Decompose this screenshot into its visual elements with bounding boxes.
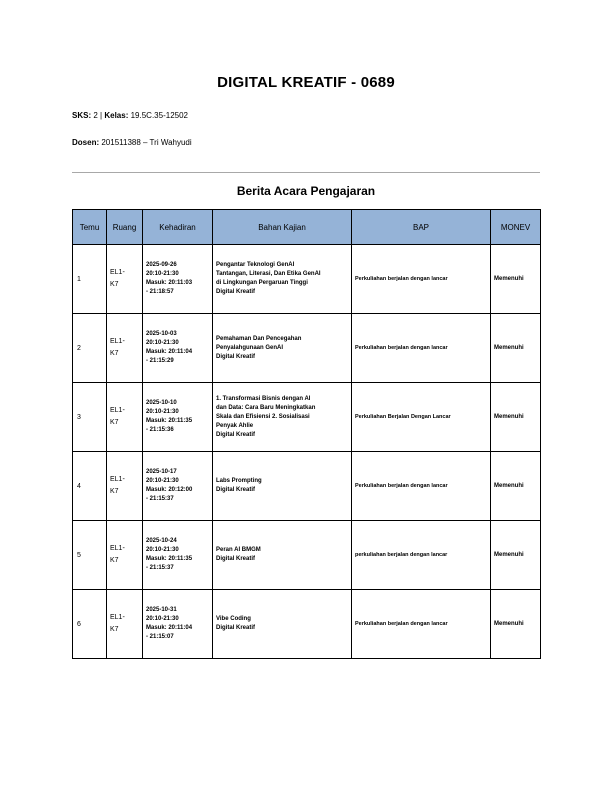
cell-ruang-line: EL1-: [110, 407, 125, 414]
cell-temu: 6: [73, 590, 107, 659]
dosen-label: Dosen:: [72, 138, 100, 147]
cell-monev: Memenuhi: [491, 245, 541, 314]
cell-ruang: [107, 452, 143, 521]
cell-bap: perkuliahan berjalan dengan lancar: [352, 521, 491, 590]
cell-bahan-kajian: [213, 245, 352, 314]
table-row: [73, 521, 541, 590]
cell-kehadiran-line: Masuk: 20:11:35: [146, 556, 193, 562]
cell-kehadiran-line: 20:10-21:30: [146, 478, 179, 484]
cell-monev: Memenuhi: [491, 590, 541, 659]
cell-kehadiran-line: - 21:15:36: [146, 427, 174, 433]
cell-ruang-line: EL1-: [110, 476, 125, 483]
cell-ruang-line: EL1-: [110, 614, 125, 621]
divider: [72, 172, 540, 173]
cell-bahan-kajian: [213, 383, 352, 452]
cell-temu: 3: [73, 383, 107, 452]
cell-temu: 1: [73, 245, 107, 314]
cell-bahan-kajian-line: Digital Kreatif: [216, 353, 256, 360]
cell-ruang: [107, 245, 143, 314]
column-header-bahan-kajian: Bahan Kajian: [213, 210, 352, 245]
teaching-record-table: [72, 209, 541, 659]
cell-kehadiran: [143, 452, 213, 521]
cell-kehadiran-line: 2025-10-31: [146, 607, 177, 613]
cell-kehadiran-line: 20:10-21:30: [146, 271, 179, 277]
cell-bap: Perkuliahan berjalan dengan lancar: [352, 314, 491, 383]
cell-bahan-kajian-line: Digital Kreatif: [216, 289, 256, 295]
cell-kehadiran-line: Masuk: 20:12:00: [146, 487, 193, 493]
cell-bahan-kajian-line: Pemahaman Dan Pencegahan: [216, 335, 302, 342]
cell-temu: 2: [73, 314, 107, 383]
cell-kehadiran-line: 20:10-21:30: [146, 409, 179, 415]
cell-temu: 5: [73, 521, 107, 590]
cell-kehadiran-line: - 21:15:29: [146, 358, 174, 364]
cell-bap: Perkuliahan berjalan dengan lancar: [352, 590, 491, 659]
cell-bahan-kajian-line: Penyak Ahlie: [216, 422, 254, 429]
cell-kehadiran-line: - 21:18:57: [146, 289, 174, 295]
cell-ruang-line: EL1-: [110, 545, 125, 552]
column-header-temu: Temu: [73, 210, 107, 245]
cell-bahan-kajian: [213, 314, 352, 383]
cell-kehadiran: [143, 245, 213, 314]
table-row: [73, 314, 541, 383]
table-row: [73, 452, 541, 521]
cell-bap: Perkuliahan berjalan dengan lancar: [352, 245, 491, 314]
cell-kehadiran-line: - 21:15:07: [146, 634, 174, 640]
section-title: Berita Acara Pengajaran: [236, 184, 376, 198]
cell-bahan-kajian-line: Digital Kreatif: [216, 556, 256, 562]
cell-ruang-line: K7: [110, 557, 119, 564]
cell-ruang: [107, 314, 143, 383]
cell-kehadiran-line: 2025-10-24: [146, 538, 177, 544]
cell-bahan-kajian: [213, 590, 352, 659]
cell-monev: Memenuhi: [491, 452, 541, 521]
cell-bahan-kajian-line: dan Data: Cara Baru Meningkatkan: [216, 404, 316, 411]
cell-bahan-kajian-line: Tantangan, Literasi, Dan Etika GenAI: [216, 271, 321, 277]
column-header-kehadiran: Kehadiran: [143, 210, 213, 245]
cell-monev: Memenuhi: [491, 314, 541, 383]
cell-bap: Perkuliahan berjalan dengan lancar: [352, 452, 491, 521]
cell-bahan-kajian-line: 1. Transformasi Bisnis dengan AI: [216, 395, 311, 402]
cell-ruang-line: K7: [110, 350, 119, 357]
sks-value: 2: [93, 111, 98, 120]
cell-ruang: [107, 590, 143, 659]
lecturer-info: [72, 138, 192, 147]
cell-kehadiran-line: Masuk: 20:11:04: [146, 349, 193, 355]
cell-bahan-kajian-line: di Lingkungan Pergaruan Tinggi: [216, 280, 308, 286]
table-row: [73, 383, 541, 452]
cell-ruang-line: EL1-: [110, 269, 125, 276]
cell-bahan-kajian-line: Vibe Coding: [216, 616, 251, 622]
cell-kehadiran-line: - 21:15:37: [146, 565, 174, 571]
cell-kehadiran: [143, 590, 213, 659]
cell-kehadiran-line: 2025-10-10: [146, 400, 177, 406]
table-header-row: [73, 210, 541, 245]
cell-bahan-kajian: [213, 521, 352, 590]
cell-bap: Perkuliahan Berjalan Dengan Lancar: [352, 383, 491, 452]
cell-kehadiran-line: Masuk: 20:11:35: [146, 418, 193, 424]
cell-ruang-line: K7: [110, 419, 119, 426]
course-info: [72, 111, 188, 120]
cell-kehadiran: [143, 383, 213, 452]
cell-ruang-line: EL1-: [110, 338, 125, 345]
kelas-value: 19.5C.35-12502: [130, 111, 188, 120]
cell-kehadiran-line: Masuk: 20:11:03: [146, 280, 193, 286]
kelas-label: Kelas:: [104, 111, 129, 120]
cell-kehadiran-line: 20:10-21:30: [146, 616, 179, 622]
cell-monev: Memenuhi: [491, 383, 541, 452]
cell-ruang-line: K7: [110, 488, 119, 495]
cell-kehadiran: [143, 521, 213, 590]
cell-bahan-kajian-line: Digital Kreatif: [216, 431, 256, 438]
cell-ruang-line: K7: [110, 626, 119, 633]
cell-bahan-kajian-line: Labs Prompting: [216, 478, 262, 484]
cell-bahan-kajian-line: Peran AI BMGM: [216, 547, 261, 553]
cell-kehadiran-line: Masuk: 20:11:04: [146, 625, 193, 631]
sks-label: SKS:: [72, 111, 92, 120]
cell-ruang: [107, 383, 143, 452]
cell-bahan-kajian-line: Penyalahgunaan GenAI: [216, 344, 284, 351]
cell-ruang-line: K7: [110, 281, 119, 288]
table-row: [73, 245, 541, 314]
cell-monev: Memenuhi: [491, 521, 541, 590]
cell-kehadiran-line: 2025-09-26: [146, 262, 177, 268]
cell-kehadiran-line: 20:10-21:30: [146, 340, 179, 346]
column-header-ruang: Ruang: [107, 210, 143, 245]
cell-temu: 4: [73, 452, 107, 521]
page-title: DIGITAL KREATIF - 0689: [217, 74, 395, 91]
cell-kehadiran-line: 20:10-21:30: [146, 547, 179, 553]
cell-kehadiran: [143, 314, 213, 383]
cell-bahan-kajian-line: Digital Kreatif: [216, 625, 256, 631]
column-header-monev: MONEV: [491, 210, 541, 245]
cell-bahan-kajian: [213, 452, 352, 521]
cell-bahan-kajian-line: Pengantar Teknologi GenAI: [216, 262, 295, 268]
table-row: [73, 590, 541, 659]
cell-kehadiran-line: 2025-10-17: [146, 469, 177, 475]
cell-bahan-kajian-line: Skala dan Efisiensi 2. Sosialisasi: [216, 413, 310, 420]
dosen-value: 201511388 – Tri Wahyudi: [101, 138, 192, 147]
cell-kehadiran-line: 2025-10-03: [146, 331, 177, 337]
cell-ruang: [107, 521, 143, 590]
column-header-bap: BAP: [352, 210, 491, 245]
cell-kehadiran-line: - 21:15:37: [146, 496, 174, 502]
separator: |: [100, 111, 103, 120]
cell-bahan-kajian-line: Digital Kreatif: [216, 487, 256, 493]
